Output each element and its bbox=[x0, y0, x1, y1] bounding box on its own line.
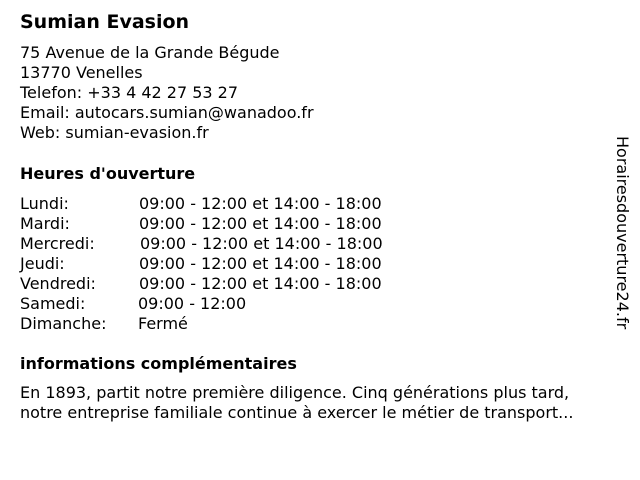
hours-row-mardi bbox=[20, 214, 440, 234]
info-title: informations complémentaires bbox=[20, 354, 297, 373]
phone-line: Telefon: +33 4 42 27 53 27 bbox=[20, 83, 239, 102]
time-value: 09:00 - 12:00 et 14:00 - 18:00 bbox=[139, 214, 382, 233]
business-name: Sumian Evasion bbox=[20, 11, 190, 33]
hours-row-jeudi bbox=[20, 254, 440, 274]
time-value: 09:00 - 12:00 et 14:00 - 18:00 bbox=[139, 274, 382, 293]
info-line-2: notre entreprise familiale continue à exercer le métier de transport... bbox=[20, 403, 574, 422]
web-line: Web: sumian-evasion.fr bbox=[20, 123, 209, 142]
address-line-1: 75 Avenue de la Grande Bégude bbox=[20, 43, 280, 62]
time-value: 09:00 - 12:00 et 14:00 - 18:00 bbox=[139, 194, 382, 213]
time-value: 09:00 - 12:00 et 14:00 - 18:00 bbox=[139, 254, 382, 273]
hours-table bbox=[20, 194, 440, 334]
address-line-2: 13770 Venelles bbox=[20, 63, 143, 82]
time-value: Fermé bbox=[138, 314, 188, 333]
time-value: 09:00 - 12:00 et 14:00 - 18:00 bbox=[140, 234, 383, 253]
day-label: Vendredi: bbox=[20, 274, 96, 293]
watermark-text: Horairesdouverture24.fr bbox=[613, 136, 632, 330]
time-value: 09:00 - 12:00 bbox=[138, 294, 247, 313]
hours-title: Heures d'ouverture bbox=[20, 164, 196, 183]
hours-row-mercredi bbox=[20, 234, 440, 254]
day-label: Samedi: bbox=[20, 294, 86, 313]
day-label: Dimanche: bbox=[20, 314, 107, 333]
hours-row-vendredi bbox=[20, 274, 440, 294]
info-text bbox=[20, 383, 625, 423]
day-label: Lundi: bbox=[20, 194, 69, 213]
email-line: Email: autocars.sumian@wanadoo.fr bbox=[20, 103, 314, 122]
hours-row-dimanche bbox=[20, 314, 440, 334]
day-label: Jeudi: bbox=[20, 254, 65, 273]
hours-row-samedi bbox=[20, 294, 440, 314]
day-label: Mercredi: bbox=[20, 234, 95, 253]
contact-block bbox=[20, 43, 314, 143]
day-label: Mardi: bbox=[20, 214, 70, 233]
hours-row-lundi bbox=[20, 194, 440, 214]
info-line-1: En 1893, partit notre première diligence. Cinq générations plus tard, bbox=[20, 383, 570, 402]
